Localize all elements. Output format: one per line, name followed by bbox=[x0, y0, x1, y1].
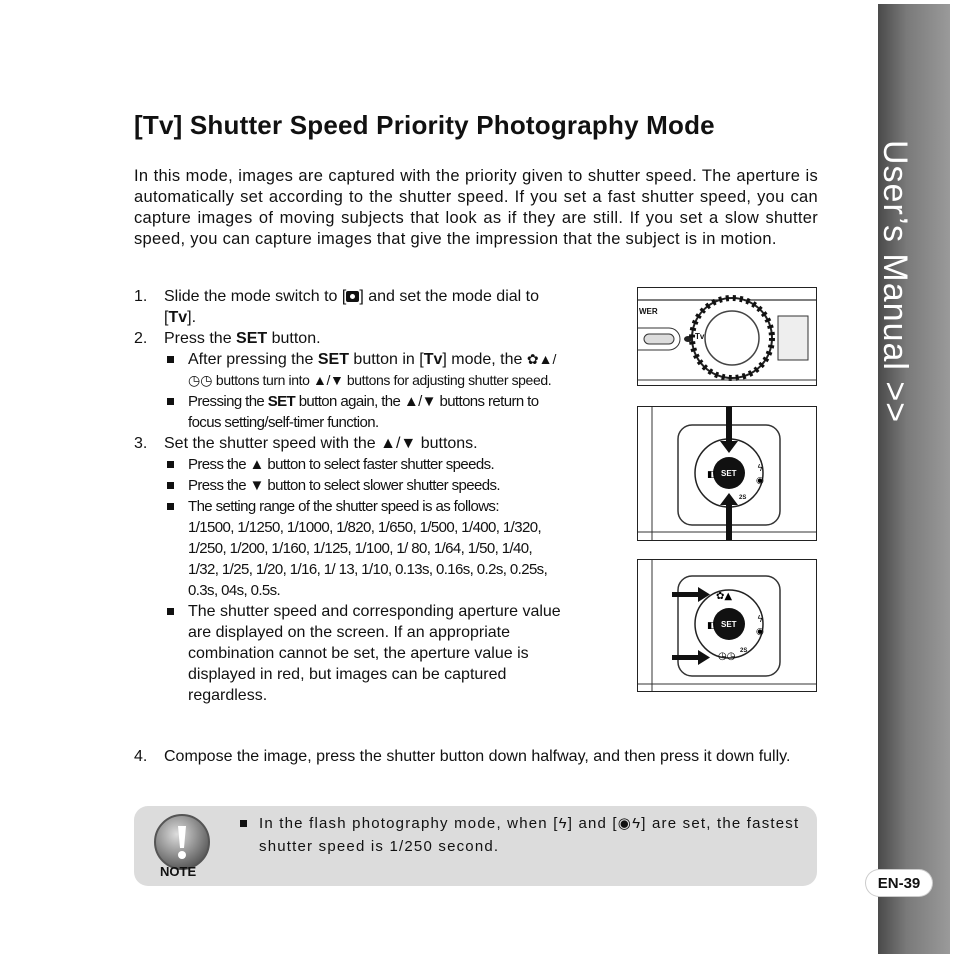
bullet-text-part: button in [ bbox=[348, 351, 424, 368]
shutter-speed-range: 1/1500, 1/1250, 1/1000, 1/820, 1/650, 1/500, 1/400, 1/320, 1/250, 1/200, 1/160, 1/125, 1/100, 1/ 80, 1/64, 1/50, 1/40, 1/32, 1/25, 1/20, 1/16, 1/ 13, 1/10, 0.13s, 0.16s, 0.2s, 0.25s, 0.3s, 04s, 0.5s. bbox=[188, 519, 548, 599]
mode-dial-illustration bbox=[638, 288, 816, 385]
tv-label: Tv bbox=[423, 351, 443, 368]
svg-text:✿▲: ✿▲ bbox=[716, 591, 733, 602]
bullet-square bbox=[167, 482, 174, 489]
two-second-label: 2S bbox=[740, 648, 748, 654]
bullet-text-part: ] mode, the bbox=[442, 351, 527, 368]
page-title: [Tv] Shutter Speed Priority Photography Mode bbox=[134, 110, 715, 140]
bullet-text bbox=[188, 496, 564, 601]
intro-paragraph: In this mode, images are captured with the priority given to shutter speed. The aperture is automatically set according to the shutter speed. If you set a fast shutter speed, you can capture images of moving subjects that look as if they are still. If you set a slow shutter speed, you can capture images that give the impression that the subject is in motion. bbox=[134, 167, 818, 248]
mode-dial-figure bbox=[637, 287, 817, 386]
set-button-figure-2 bbox=[637, 559, 817, 692]
svg-text:◉: ◉ bbox=[756, 476, 764, 486]
step-4 bbox=[134, 746, 818, 767]
power-label: WER bbox=[639, 307, 658, 316]
step-3-bullet-2 bbox=[134, 475, 564, 496]
step-text bbox=[164, 328, 321, 349]
bullet-text-part: Pressing the bbox=[188, 393, 268, 410]
svg-text:◧: ◧ bbox=[707, 621, 716, 631]
bullet-text-part: The setting range of the shutter speed is as follows: bbox=[188, 498, 499, 515]
step-3-bullet-3 bbox=[134, 496, 564, 601]
svg-text:◷◷: ◷◷ bbox=[718, 651, 736, 662]
dial-tv-label: Tv bbox=[695, 332, 705, 341]
svg-text:◉: ◉ bbox=[756, 627, 764, 637]
step-text-part: button. bbox=[267, 330, 321, 347]
bullet-text-part: button again, the ▲/▼ buttons return to focus setting/self-timer function. bbox=[188, 393, 539, 431]
step-number: 4. bbox=[134, 748, 148, 765]
step-3 bbox=[134, 433, 564, 454]
tv-label: Tv bbox=[168, 309, 188, 326]
side-tab-title: User’s Manual >> bbox=[876, 140, 914, 424]
macro-landscape-selftimer-icons: ✿▲/◷◷ bbox=[188, 351, 557, 388]
step-text: Set the shutter speed with the ▲/▼ buttons. bbox=[164, 435, 478, 452]
note-text: In the flash photography mode, when [ϟ] and [◉ϟ] are set, the fastest shutter speed is 1/250 second. bbox=[259, 815, 800, 855]
svg-text:ϟ: ϟ bbox=[757, 615, 763, 625]
step-number: 2. bbox=[134, 330, 148, 347]
step-2-bullet-1 bbox=[134, 349, 564, 391]
bullet-square bbox=[167, 398, 174, 405]
step-1 bbox=[134, 286, 564, 328]
step-text-part: Slide the mode switch to [ bbox=[164, 288, 347, 305]
note-label: NOTE bbox=[160, 864, 197, 879]
bullet-text-part: buttons turn into ▲/▼ buttons for adjusting shutter speed. bbox=[212, 372, 552, 388]
step-text-part: Press the bbox=[164, 330, 237, 347]
set-button-label: SET bbox=[721, 620, 737, 629]
bullet-text bbox=[188, 391, 564, 433]
step-number: 3. bbox=[134, 435, 148, 452]
step-text bbox=[164, 286, 564, 328]
step-text: Compose the image, press the shutter button down halfway, and then press it down fully. bbox=[164, 748, 791, 765]
step-2-bullet-2 bbox=[134, 391, 564, 433]
bullet-square bbox=[167, 356, 174, 363]
set-label: SET bbox=[317, 351, 349, 368]
svg-text:ϟ: ϟ bbox=[757, 464, 763, 474]
step-number: 1. bbox=[134, 288, 148, 305]
step-text-part: ]. bbox=[187, 309, 197, 326]
svg-text:◧: ◧ bbox=[707, 470, 716, 480]
bullet-text bbox=[188, 349, 564, 391]
bullet-square bbox=[240, 820, 247, 827]
note-item bbox=[240, 812, 810, 858]
bullet-text-part: After pressing the bbox=[188, 351, 318, 368]
two-second-label: 2S bbox=[739, 495, 747, 501]
step-3-bullet-1 bbox=[134, 454, 564, 475]
steps-list bbox=[134, 286, 564, 706]
bullet-square bbox=[167, 503, 174, 510]
set-label: SET bbox=[236, 330, 268, 347]
note-box bbox=[134, 806, 817, 886]
bullet-text: Press the ▲ button to select faster shutter speeds. bbox=[188, 456, 495, 473]
page-number: EN-39 bbox=[866, 870, 932, 896]
exclamation-glyph bbox=[156, 816, 208, 868]
step-3-bullet-4 bbox=[134, 601, 564, 706]
set-button-figure-1 bbox=[637, 406, 817, 541]
bullet-text: The shutter speed and corresponding aperture value are displayed on the screen. If an appropriate combination cannot be set, the aperture value is displayed in red, but images can be captured regardless. bbox=[188, 603, 561, 704]
step-text-part: ] and set the mode dial to [ bbox=[164, 288, 539, 326]
set-label: SET bbox=[267, 393, 296, 410]
exclamation-icon bbox=[154, 814, 210, 870]
bullet-square bbox=[167, 608, 174, 615]
camera-icon bbox=[346, 291, 359, 302]
bullet-square bbox=[167, 461, 174, 468]
step-2 bbox=[134, 328, 564, 349]
bullet-text: Press the ▼ button to select slower shutter speeds. bbox=[188, 477, 500, 494]
set-button-label: SET bbox=[721, 469, 737, 478]
